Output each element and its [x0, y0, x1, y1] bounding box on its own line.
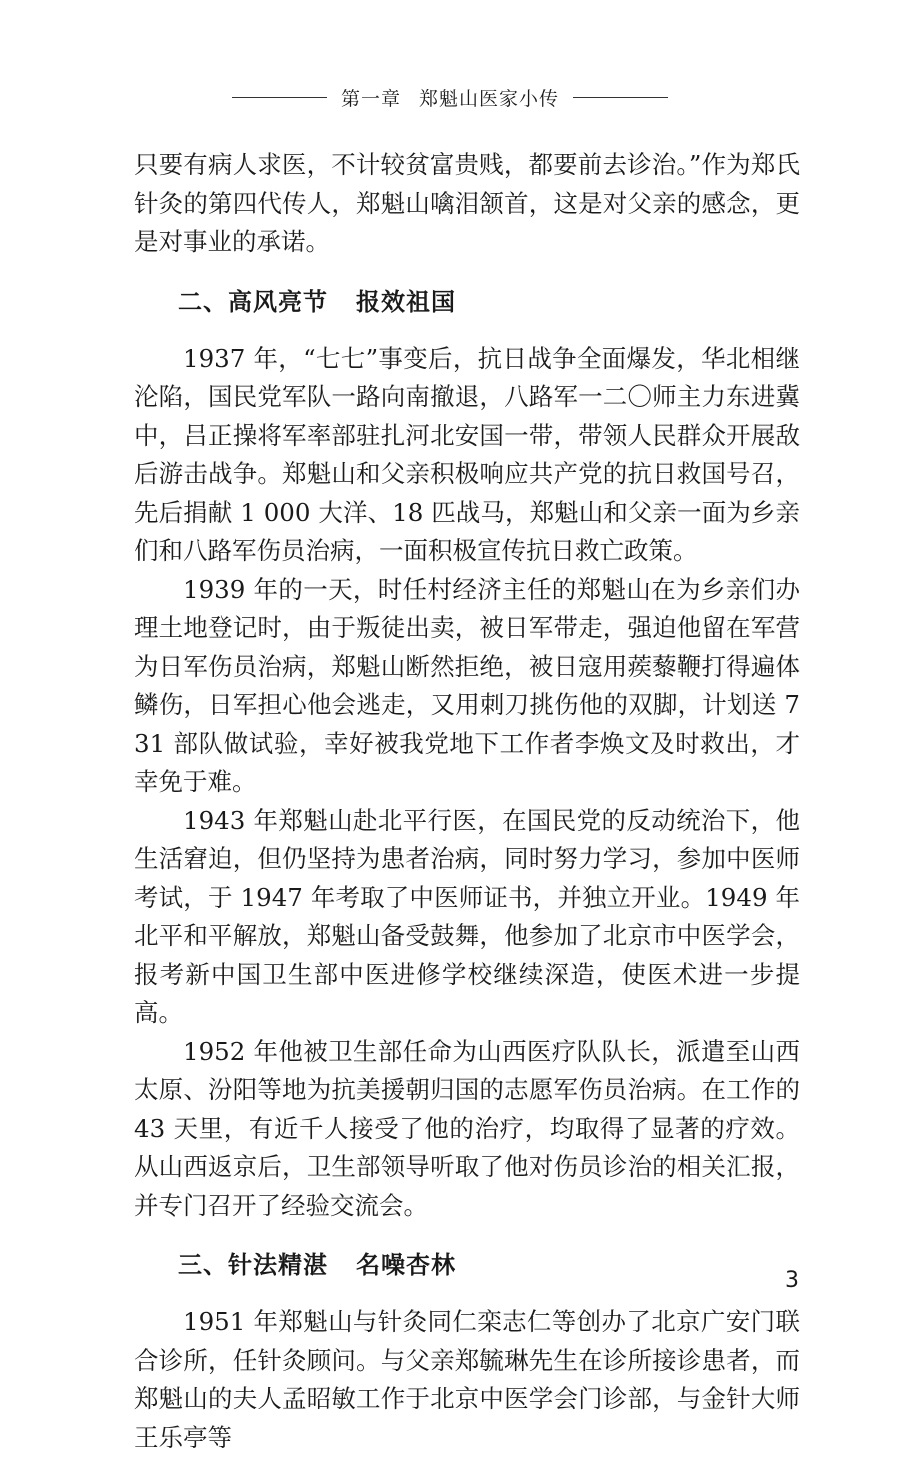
running-header [0, 82, 900, 112]
header-rule-right [573, 97, 668, 98]
header-chapter-title: 郑魁山医家小传 [419, 87, 560, 110]
paragraph: 1937 年，“七七”事变后，抗日战争全面爆发，华北相继沦陷，国民党军队一路向南撤退，八路军一二〇师主力东进冀中，吕正操将军率部驻扎河北安国一带，带领人民群众开展敌后游击战争。郑魁山和父亲积极响应共产党的抗日救国号召，先后捐献 1 000 大洋、18 匹战马，郑魁山和父亲一面为乡亲们和八路军伤员治病，一面积极宣传抗日救亡政策。 [134, 343, 800, 565]
section-heading-3-part2: 名噪杏林 [356, 1251, 456, 1279]
paragraph: 1952 年他被卫生部任命为山西医疗队队长，派遣至山西太原、汾阳等地为抗美援朝归国的志愿军伤员治病。在工作的 43 天里，有近千人接受了他的治疗，均取得了显著的疗效。从山西返京后，卫生部领导听取了他对伤员诊治的相关汇报，并专门召开了经验交流会。 [134, 1036, 800, 1220]
opening-paragraph: 只要有病人求医，不计较贫富贵贱，都要前去诊治。”作为郑氏针灸的第四代传人，郑魁山噙泪颔首，这是对父亲的感念，更是对事业的承诺。 [134, 150, 800, 256]
paragraph: 1943 年郑魁山赴北平行医，在国民党的反动统治下，他生活窘迫，但仍坚持为患者治病，同时努力学习，参加中医师考试，于 1947 年考取了中医师证书，并独立开业。1949 年北平和平解放，郑魁山备受鼓舞，他参加了北京市中医学会，报考新中国卫生部中医进修学校继续深造，使医术进一步提高。 [134, 805, 800, 1027]
header-chapter: 第一章 [340, 87, 401, 110]
section-heading-3 [134, 1247, 800, 1283]
section-heading-3-part1: 三、针法精湛 [178, 1251, 328, 1279]
section-heading-2 [134, 284, 800, 320]
section-heading-2-part1: 二、高风亮节 [178, 287, 328, 316]
section-heading-2-part2: 报效祖国 [356, 287, 456, 316]
header-title [327, 84, 573, 111]
page-body [134, 146, 800, 1457]
page-number: 3 [785, 1268, 799, 1293]
header-rule-left [232, 97, 327, 98]
paragraph: 1939 年的一天，时任村经济主任的郑魁山在为乡亲们办理土地登记时，由于叛徒出卖，被日军带走，强迫他留在军营为日军伤员治病，郑魁山断然拒绝，被日寇用蒺藜鞭打得遍体鳞伤，日军担心他会逃走，又用刺刀挑伤他的双脚，计划送 731 部队做试验，幸好被我党地下工作者李焕文及时救出，才幸免于难。 [134, 574, 800, 796]
paragraph: 1951 年郑魁山与针灸同仁栾志仁等创办了北京广安门联合诊所，任针灸顾问。与父亲郑毓琳先生在诊所接诊患者，而郑魁山的夫人孟昭敏工作于北京中医学会门诊部，与金针大师王乐亭等 [134, 1307, 800, 1452]
